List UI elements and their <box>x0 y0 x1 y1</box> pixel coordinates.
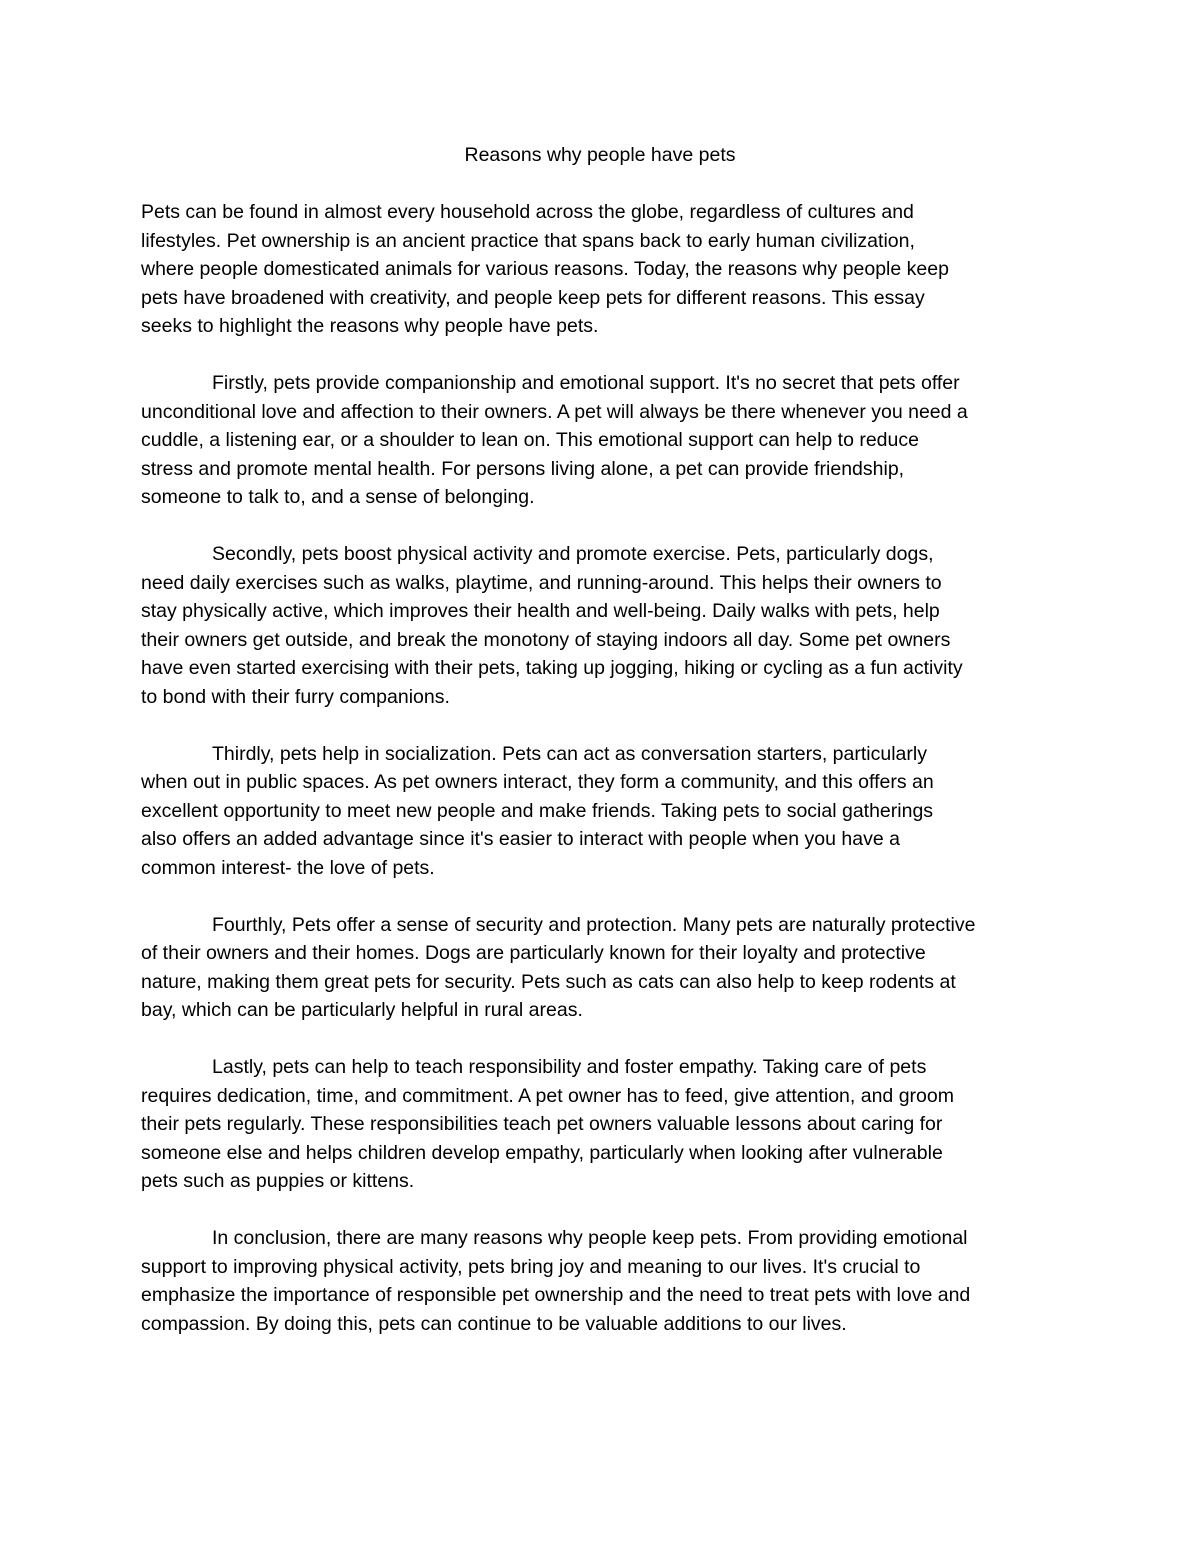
paragraph-responsibility: Lastly, pets can help to teach responsibility and foster empathy. Taking care of pets requires dedication, time, and commitment. A pet owner has to feed, give attention, and groom their pets regularly. These responsibilities teach pet owners valuable lessons about caring for someone else and helps children develop empathy, particularly when looking after vulnerable pets such as puppies or kittens. <box>141 1056 954 1192</box>
paragraph-companionship: Firstly, pets provide companionship and emotional support. It's no secret that pets offer unconditional love and affection to their owners. A pet will always be there whenever you need a cuddle, a listening ear, or a shoulder to lean on. This emotional support can help to reduce stress and promote mental health. For persons living alone, a pet can provide friendship, someone to talk to, and a sense of belonging. <box>141 372 968 508</box>
document-body <box>141 198 1081 1367</box>
document-title: Reasons why people have pets <box>464 144 736 166</box>
conclusion-paragraph: In conclusion, there are many reasons why people keep pets. From providing emotional support to improving physical activity, pets bring joy and meaning to our lives. It's crucial to emphasize the importance of responsible pet ownership and the need to treat pets with love and compassion. By doing this, pets can continue to be valuable additions to our lives. <box>141 1227 971 1335</box>
paragraph-physical-activity: Secondly, pets boost physical activity and promote exercise. Pets, particularly dogs, need daily exercises such as walks, playtime, and running-around. This helps their owners to stay physically active, which improves their health and well-being. Daily walks with pets, help their owners get outside, and break the monotony of staying indoors all day. Some pet owners have even started exercising with their pets, taking up jogging, hiking or cycling as a fun activity to bond with their furry companions. <box>141 543 963 708</box>
intro-paragraph: Pets can be found in almost every household across the globe, regardless of cultures and lifestyles. Pet ownership is an ancient practice that spans back to early human civilization, where people domesticated animals for various reasons. Today, the reasons why people keep pets have broadened with creativity, and people keep pets for different reasons. This essay seeks to highlight the reasons why people have pets. <box>141 201 949 337</box>
paragraph-socialization: Thirdly, pets help in socialization. Pets can act as conversation starters, particularly when out in public spaces. As pet owners interact, they form a community, and this offers an excellent opportunity to meet new people and make friends. Taking pets to social gatherings also offers an added advantage since it's easier to interact with people when you have a common interest- the love of pets. <box>141 742 934 879</box>
paragraph-security: Fourthly, Pets offer a sense of security and protection. Many pets are naturally protective of their owners and their homes. Dogs are particularly known for their loyalty and protective nature, making them great pets for security. Pets such as cats can also help to keep rodents at bay, which can be particularly helpful in rural areas. <box>141 913 976 1021</box>
